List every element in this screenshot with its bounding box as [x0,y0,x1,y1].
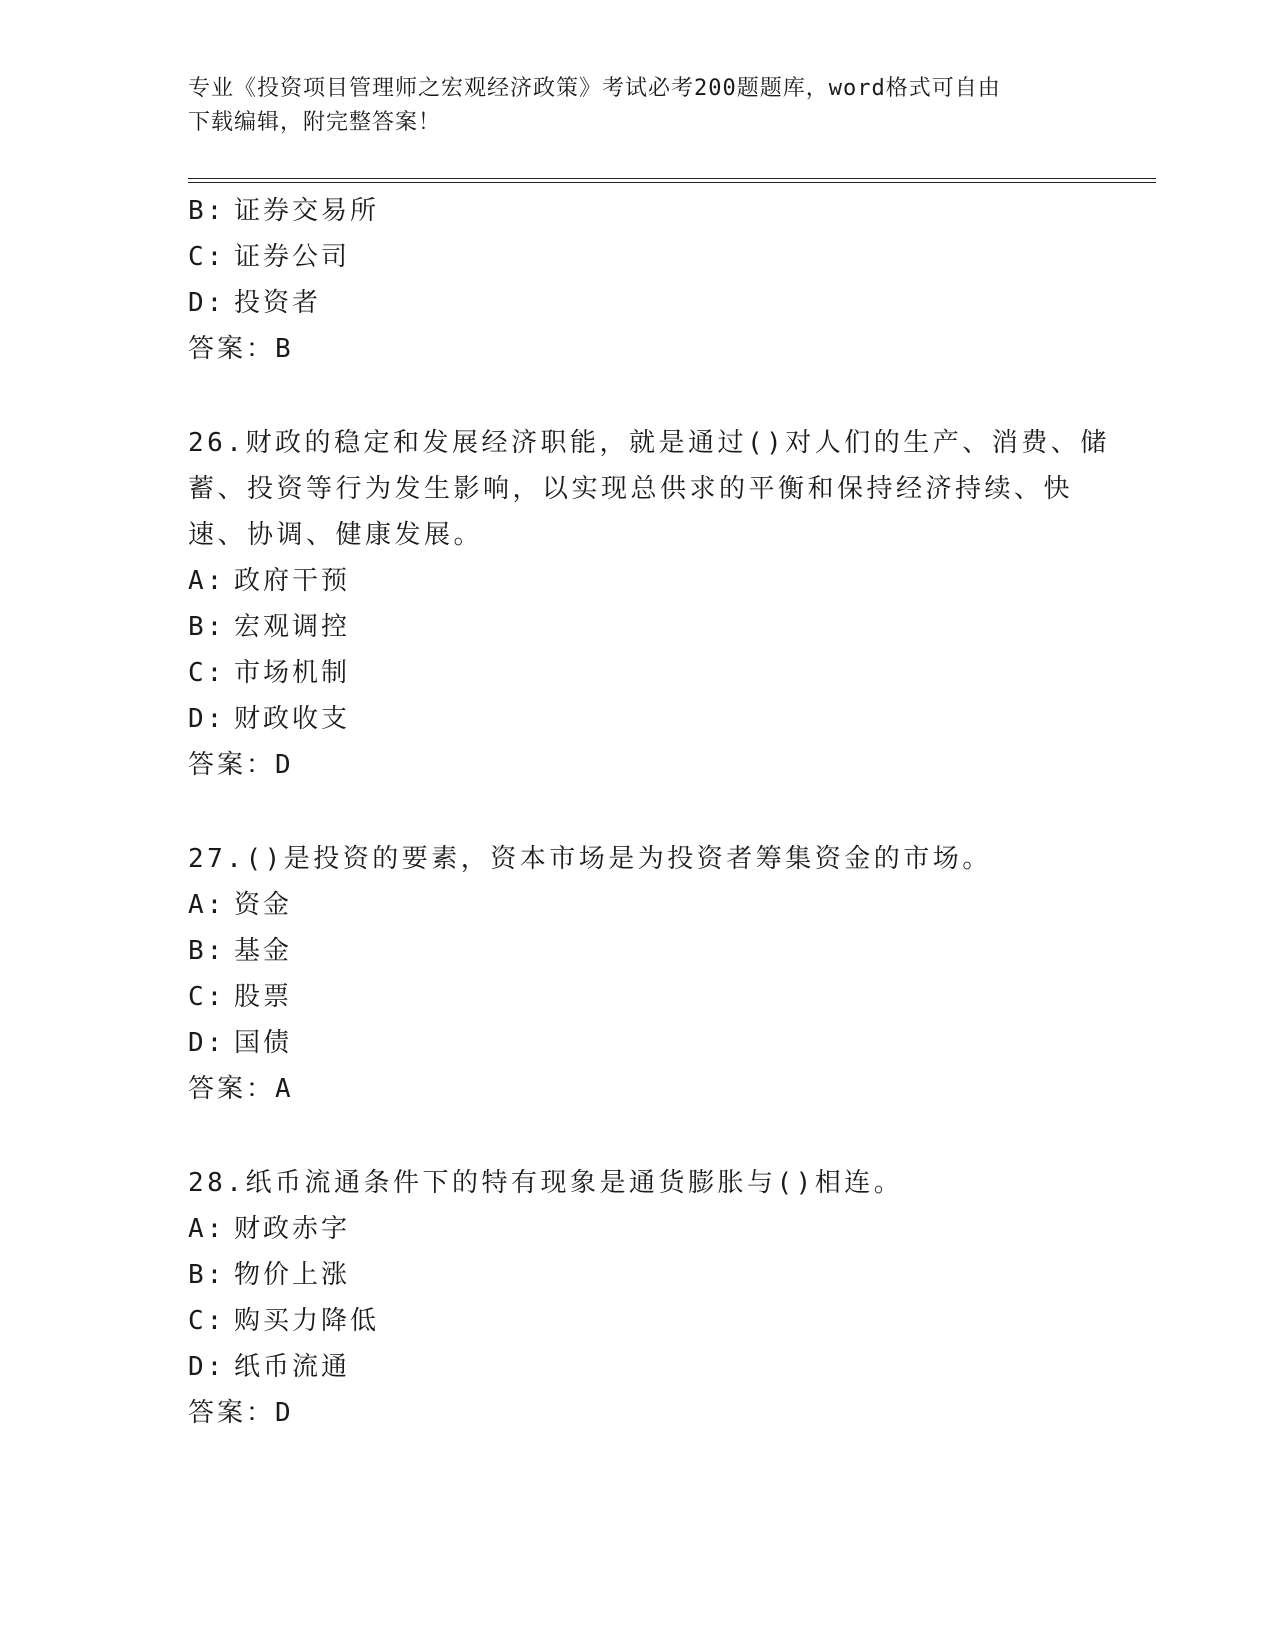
option-key: B: [188,1260,226,1290]
answer-line: 答案：D [188,1398,294,1428]
answer-line: 答案：A [188,1074,294,1104]
question-text-line: 27.()是投资的要素，资本市场是为投资者筹集资金的市场。 [188,844,992,874]
option-row [188,1020,1088,1066]
option-key: A: [188,1214,226,1244]
option-row [188,1252,1088,1298]
answer-line: 答案：D [188,750,294,780]
option-text: 市场机制 [234,658,351,688]
answer-line: 答案：B [188,334,294,364]
option-row [188,1298,1088,1344]
option-row [188,234,1088,280]
option-row [188,696,1088,742]
question-continued [188,188,1088,372]
option-text: 宏观调控 [234,612,351,642]
option-key: D: [188,288,226,318]
option-key: C: [188,1306,226,1336]
question-27 [188,836,1088,1112]
option-row [188,882,1088,928]
option-text: 购买力降低 [234,1306,380,1336]
option-key: A: [188,566,226,596]
option-row [188,1206,1088,1252]
document-body [188,188,1110,1436]
option-text: 证券公司 [234,242,351,272]
option-text: 国债 [234,1028,293,1058]
option-row [188,280,1088,326]
option-key: C: [188,242,226,272]
option-key: B: [188,196,226,226]
option-text: 纸币流通 [234,1352,351,1382]
page-header [188,72,1088,140]
header-line-1: 专业《投资项目管理师之宏观经济政策》考试必考200题题库，word格式可自由 [188,76,1001,101]
option-key: D: [188,1352,226,1382]
question-26 [188,420,1110,788]
header-double-rule [188,178,1156,183]
option-text: 政府干预 [234,566,351,596]
option-row [188,650,1088,696]
option-text: 物价上涨 [234,1260,351,1290]
option-row [188,558,1088,604]
option-text: 证券交易所 [234,196,380,226]
option-key: B: [188,612,226,642]
option-key: A: [188,890,226,920]
question-text-line: 蓄、投资等行为发生影响，以实现总供求的平衡和保持经济持续、快 [188,474,1074,504]
question-text-line: 28.纸币流通条件下的特有现象是通货膨胀与()相连。 [188,1168,904,1198]
question-text-line: 26.财政的稳定和发展经济职能，就是通过()对人们的生产、消费、储 [188,428,1110,458]
option-text: 财政赤字 [234,1214,351,1244]
question-28 [188,1160,1088,1436]
option-key: C: [188,982,226,1012]
option-row [188,604,1088,650]
option-text: 股票 [234,982,293,1012]
option-key: D: [188,1028,226,1058]
option-key: B: [188,936,226,966]
option-key: C: [188,658,226,688]
option-text: 基金 [234,936,293,966]
option-text: 财政收支 [234,704,351,734]
option-text: 投资者 [234,288,322,318]
header-line-2: 下载编辑，附完整答案！ [188,110,442,135]
option-text: 资金 [234,890,293,920]
option-row [188,188,1088,234]
option-key: D: [188,704,226,734]
option-row [188,928,1088,974]
question-text-line: 速、协调、健康发展。 [188,520,484,550]
option-row [188,974,1088,1020]
option-row [188,1344,1088,1390]
